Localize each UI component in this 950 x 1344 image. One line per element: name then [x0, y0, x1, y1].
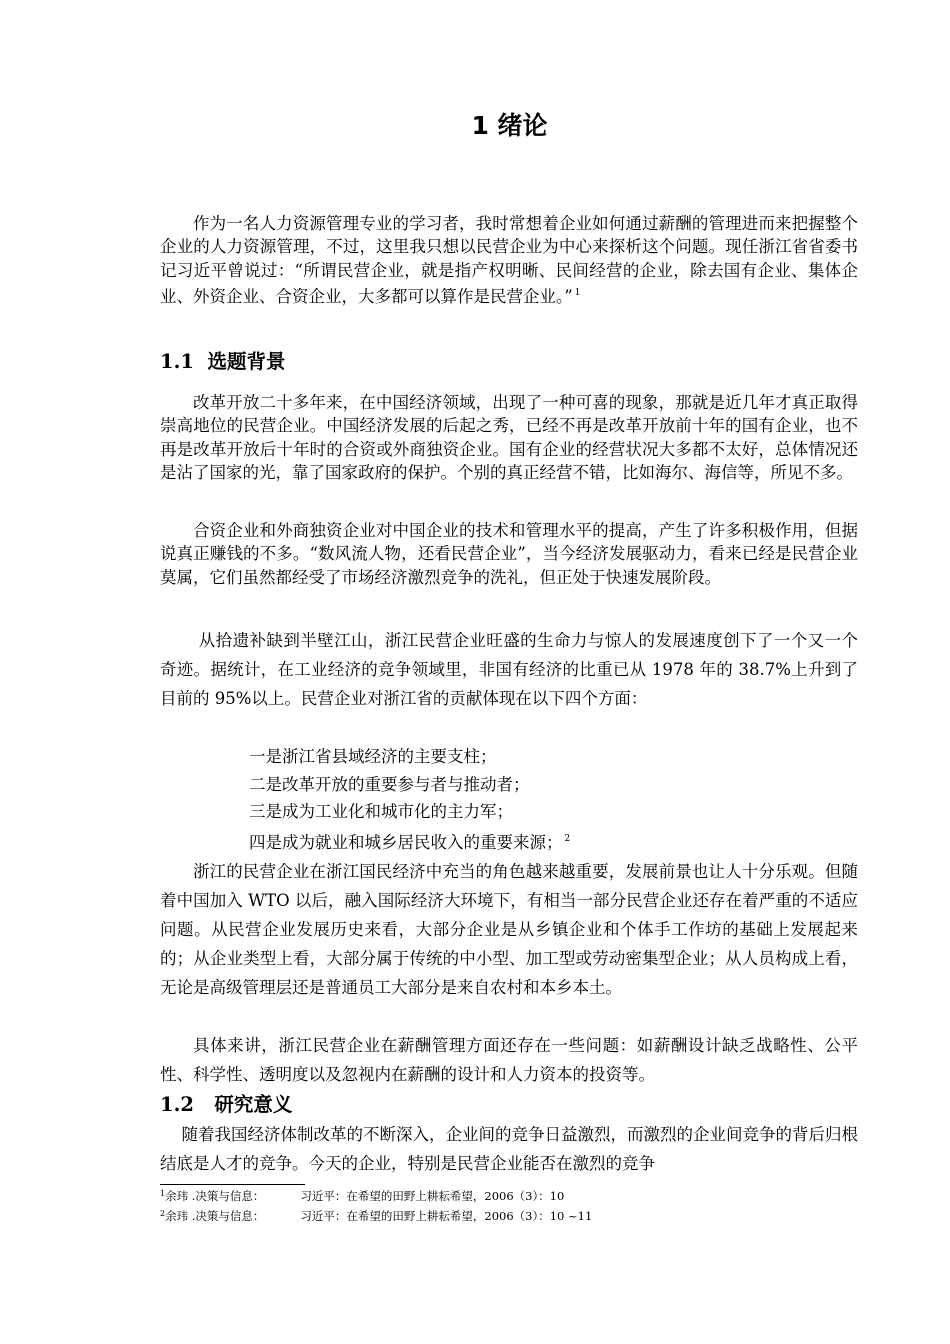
paragraph-private-enterprise-role: 浙江的民营企业在浙江国民经济中充当的角色越来越重要，发展前景也让人十分乐观。但随着中国加入 WTO 以后，融入国际经济大环境下，有相当一部分民营企业还存在着严重的不适应问题。从民营企业发展历史来看，大部分企业是从乡镇企业和个体手工作坊的基础上发展起来的；从企业类型上看，大部分属于传统的中小型、加工型或劳动密集型企业；从人员构成上看，无论是高级管理层还是普通员工大部分是来自农村和本乡本土。	[160, 862, 858, 997]
intro-text: 作为一名人力资源管理专业的学习者，我时常想着企业如何通过薪酬的管理进而来把握整个企业的人力资源管理，不过，这里我只想以民营企业为中心来探析这个问题。现任浙江省省委书记习近平曾说过：“所谓民营企业，就是指产权明晰、民间经营的企业，除去国有企业、集体企业、外资企业、合资企业，大多都可以算作是民营企业。”	[160, 214, 858, 307]
footnote-mark: 1	[160, 1189, 166, 1198]
footnote-text: 习近平：在希望的田野上耕耘希望，2006（3）：10 ~11	[300, 1209, 593, 1223]
footnote-source: 余玮 .决策与信息：	[165, 1209, 265, 1223]
list-item: 三是成为工业化和城市化的主力军；	[249, 802, 513, 821]
list-item-with-note	[249, 826, 570, 857]
paragraph-salary-problems: 具体来讲，浙江民营企业在薪酬管理方面还存在一些问题：如薪酬设计缺乏战略性、公平性、科学性、透明度以及忽视内在薪酬的设计和人力资本的投资等。	[160, 1036, 858, 1084]
paragraph-research-significance: 随着我国经济体制改革的不断深入，企业间的竞争日益激烈，而激烈的企业间竞争的背后归根结底是人才的竞争。今天的企业，特别是民营企业能否在激烈的竞争	[160, 1125, 858, 1173]
footnote-ref-1: 1	[574, 288, 581, 299]
footnote-source: 余玮 .决策与信息：	[165, 1189, 265, 1203]
footnote-1	[160, 1185, 592, 1205]
section-number: 1.1	[160, 350, 194, 373]
section-title: 研究意义	[214, 1093, 293, 1116]
contribution-list	[249, 743, 570, 856]
paragraph-joint-ventures: 合资企业和外商独资企业对中国企业的技术和管理水平的提高，产生了许多积极作用，但据说真正赚钱的不多。“数风流人物，还看民营企业”，当今经济发展驱动力，看来已经是民营企业莫属，它们虽然都经受了市场经济激烈竞争的洗礼，但正处于快速发展阶段。	[160, 521, 858, 587]
section-heading-1-1	[160, 346, 286, 374]
footnote-2	[160, 1205, 592, 1225]
section-heading-1-2	[160, 1089, 292, 1117]
paragraph-reform: 改革开放二十多年来，在中国经济领域，出现了一种可喜的现象，那就是近几年才真正取得崇高地位的民营企业。中国经济发展的后起之秀，已经不再是改革开放前十年的国有企业，也不再是改革开放后十年时的合资或外商独资企业。国有企业的经营状况大多都不太好，总体情况还是沾了国家的光，靠了国家政府的保护。个别的真正经营不错，比如海尔、海信等，所见不多。	[160, 393, 858, 483]
footnote-text: 习近平：在希望的田野上耕耘希望，2006（3）：10	[300, 1189, 565, 1203]
footnote-mark: 2	[160, 1209, 166, 1218]
list-item: 二是改革开放的重要参与者与推动者；	[249, 774, 530, 794]
list-item: 四是成为就业和城乡居民收入的重要来源；	[249, 832, 563, 852]
chapter-title: 1 绪论	[471, 111, 548, 140]
section-title: 选题背景	[207, 350, 286, 373]
list-item: 一是浙江省县域经济的主要支柱；	[249, 747, 497, 766]
footnotes	[160, 1185, 592, 1225]
intro-paragraph	[160, 212, 858, 309]
paragraph-statistics: 从拾遗补缺到半壁江山，浙江民营企业旺盛的生命力与惊人的发展速度创下了一个又一个奇迹。据统计，在工业经济的竞争领域里，非国有经济的比重已从 1978 年的 38.7%上升到了目前的 95%以上。民营企业对浙江省的贡献体现在以下四个方面：	[160, 631, 858, 708]
footnote-ref-2: 2	[564, 833, 571, 844]
section-number: 1.2	[160, 1093, 194, 1116]
